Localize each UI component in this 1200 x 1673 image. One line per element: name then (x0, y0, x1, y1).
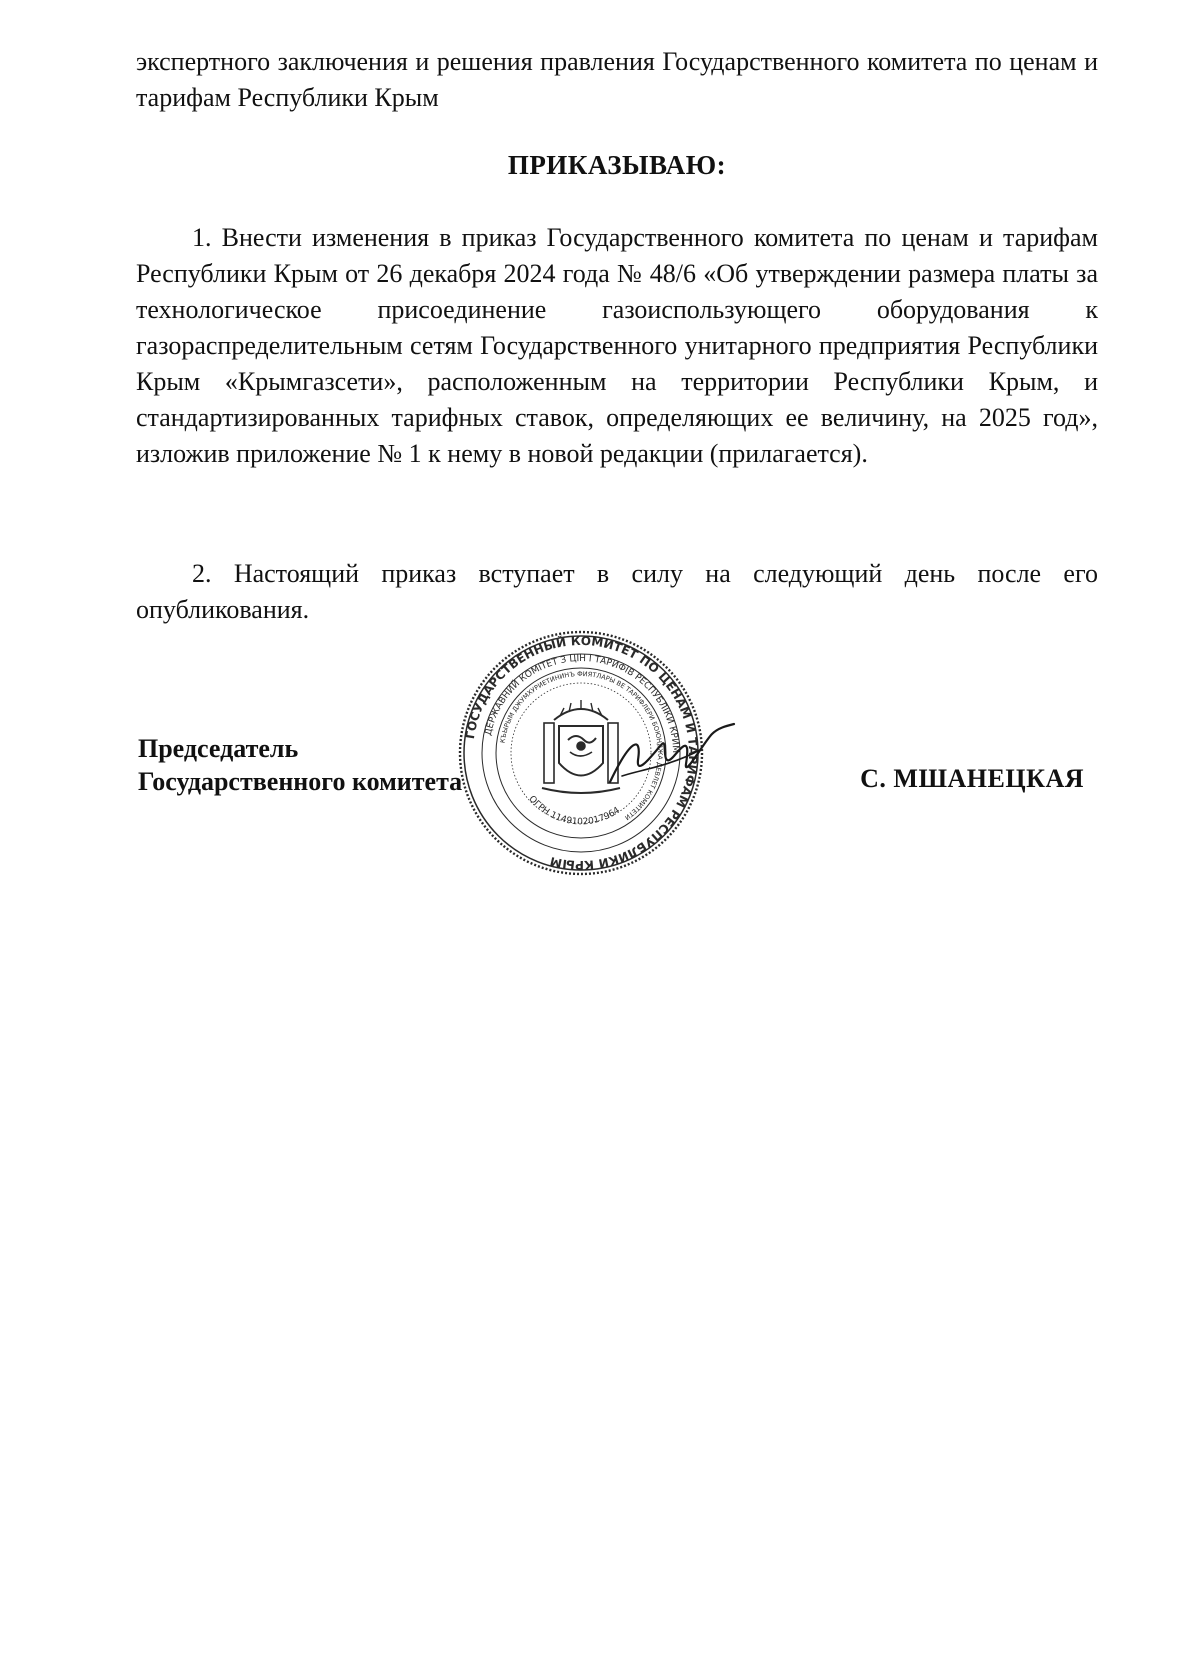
seal-ogrn-text: ОГРН 1149102017964 (526, 794, 622, 828)
seal-inner-text: КЪЫРЫМ ДЖУМХУРИЕТИНИНЪ ФИЯТЛАРЫ ВЕ ТАРИФЛЕРИ БОЮНДЖА ДЕВЛЕТ КОМИТЕТИ (498, 669, 665, 822)
signatory-title-line-1: Председатель (138, 734, 299, 763)
signatory-title-line-2: Государственного комитета (138, 767, 463, 796)
order-heading: ПРИКАЗЫВАЮ: (507, 150, 727, 180)
handwritten-signature (600, 720, 740, 800)
seal-middle-text: ДЕРЖАВНИЙ КОМІТЕТ З ЦІН І ТАРИФІВ РЕСПУБЛІКИ КРИМ (483, 653, 681, 754)
intro-paragraph: экспертного заключения и решения правления Государственного комитета по ценам и тарифам Республики Крым (136, 47, 1098, 112)
signatory-name: С. МШАНЕЦКАЯ (860, 764, 1084, 793)
signatory-title (138, 732, 462, 798)
order-item-2: 2. Настоящий приказ вступает в силу на следующий день после его опубликования. (136, 559, 1098, 624)
seal-outer-text: ГОСУДАРСТВЕННЫЙ КОМИТЕТ ПО ЦЕНАМ И ТАРИФАМ РЕСПУБЛИКИ КРЫМ (462, 633, 701, 873)
order-item-1: 1. Внести изменения в приказ Государственного комитета по ценам и тарифам Республики Крым от 26 декабря 2024 года № 48/6 «Об утверждении размера платы за технологическое присоединение газоиспользующего оборудования к газораспределительным сетям Государственного унитарного предприятия Республики Крым «Крымгазсети», расположенным на территории Республики Крым, и стандартизированных тарифных ставок, определяющих ее величину, на 2025 год», изложив приложение № 1 к нему в новой редакции (прилагается). (136, 223, 1098, 468)
